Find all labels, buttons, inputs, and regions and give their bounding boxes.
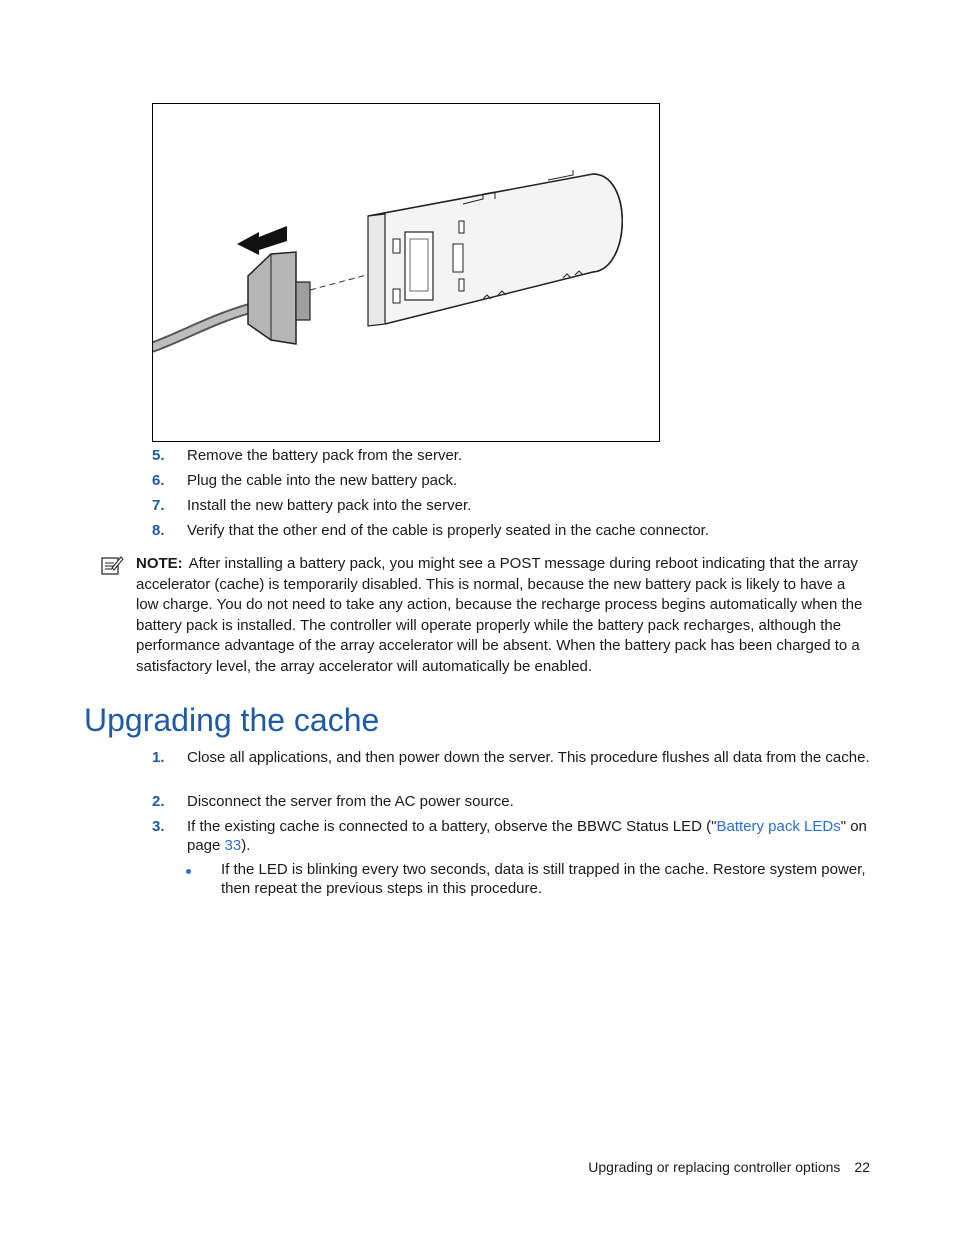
bullet-text: If the LED is blinking every two seconds, data is still trapped in the cache. Restore system power, then repeat the previous steps in this procedure. [221,861,866,897]
step-text [187,817,872,855]
note-label: NOTE: [136,555,183,572]
step-number: 5. [152,447,165,464]
footer-title: Upgrading or replacing controller options [588,1159,841,1175]
step-text: Verify that the other end of the cable is properly seated in the cache connector. [187,522,709,539]
battery-pack-leds-link[interactable]: Battery pack LEDs [716,818,841,835]
battery-pack-figure [152,103,660,442]
note-text: After installing a battery pack, you might see a POST message during reboot indicating that the array accelerator (cache) is temporarily disabled. This is normal, because the new battery pack is likely to have a low charge. You do not need to take any action, because the recharge process begins automatically when the battery pack is installed. The controller will operate properly while the battery pack recharges, although the performance advantage of the array accelerator will be absent. When the battery pack has been charged to a satisfactory level, the array accelerator will automatically be enabled. [136,555,863,675]
step-number: 2. [152,793,165,810]
step-number: 8. [152,522,165,539]
step-text: Close all applications, and then power down the server. This procedure flushes all data from the cache. [187,749,870,766]
list-item [152,817,872,855]
step-text: Install the new battery pack into the server. [187,497,472,514]
note-icon [100,554,124,583]
step-number: 3. [152,818,165,835]
list-item [186,860,876,898]
step-number: 1. [152,749,165,766]
section-heading: Upgrading the cache [84,702,380,738]
list-item [152,521,872,540]
list-item [152,446,872,465]
step-text-part: ). [241,837,251,854]
page-number: 22 [854,1159,870,1175]
list-item [152,471,872,490]
list-item [152,748,872,767]
step-text: Plug the cable into the new battery pack. [187,472,458,489]
step-text-part: If the existing cache is connected to a battery, observe the BBWC Status LED (" [187,818,717,835]
step-text-part: " on page [187,818,867,854]
page-footer [588,1158,870,1176]
step-number: 6. [152,472,165,489]
step-text: Disconnect the server from the AC power source. [187,793,514,810]
list-item [152,792,872,811]
step-number: 7. [152,497,165,514]
step-text: Remove the battery pack from the server. [187,447,463,464]
bullet-icon [186,869,191,874]
page-link[interactable]: 33 [224,837,242,854]
note-box [100,554,870,677]
battery-pack-cable-illustration [153,104,659,441]
list-item [152,496,872,515]
